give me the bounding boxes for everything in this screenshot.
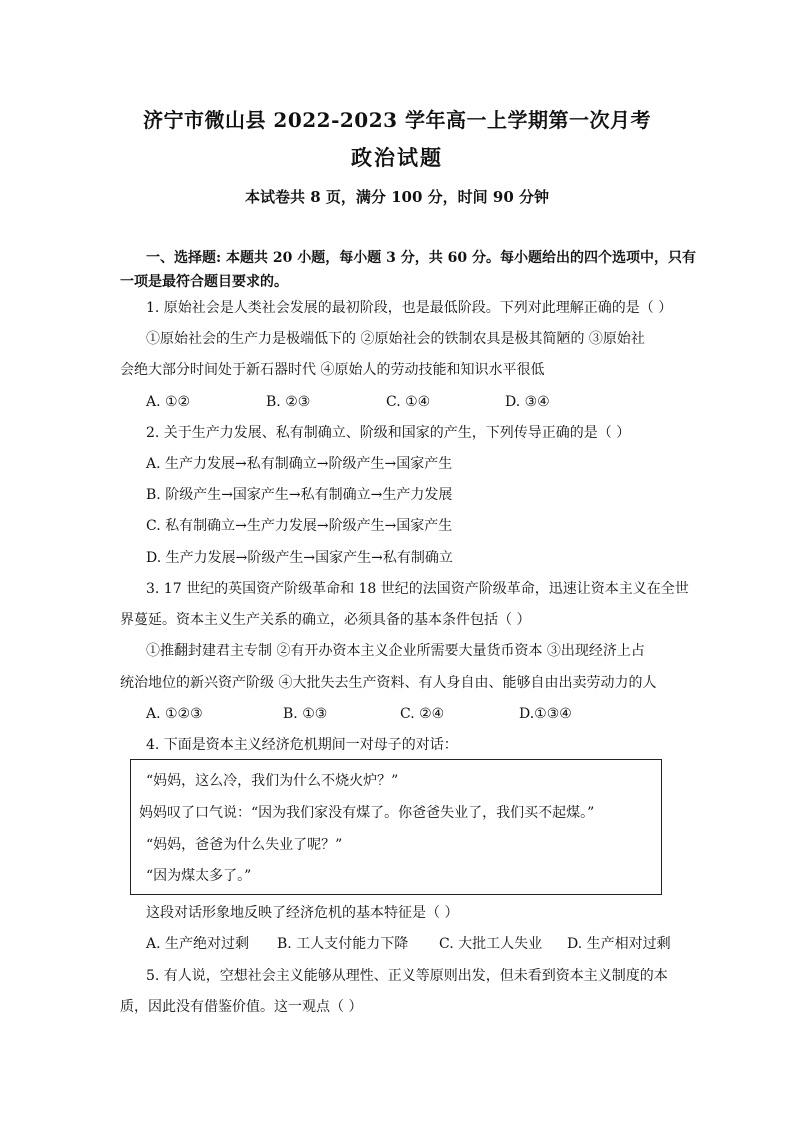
- exam-note: 本试卷共 8 页，满分 100 分，时间 90 分钟: [245, 188, 549, 206]
- section-heading-line2: 一项是最符合题目要求的。: [120, 274, 288, 290]
- q4-option-a[interactable]: A. 生产绝对过剩: [146, 936, 250, 952]
- q2-option-b[interactable]: B. 阶级产生→国家产生→私有制确立→生产力发展: [146, 487, 453, 503]
- q5-stem-line2: 质，因此没有借鉴价值。这一观点（ ）: [120, 999, 363, 1015]
- q3-option-c[interactable]: C. ②④: [400, 706, 445, 722]
- q3-option-d[interactable]: D.①③④: [519, 706, 572, 722]
- q1-option-d[interactable]: D. ③④: [505, 394, 550, 410]
- q3-stem-line2: 界蔓延。资本主义生产关系的确立，必须具备的基本条件包括（ ）: [120, 612, 531, 628]
- q2-option-c[interactable]: C. 私有制确立→生产力发展→阶级产生→国家产生: [146, 518, 453, 534]
- q4-dialog-line: 妈妈叹了口气说：“因为我们家没有煤了。你爸爸失业了，我们买不起煤。”: [139, 805, 595, 821]
- q3-stem-line1: 3. 17 世纪的英国资产阶级革命和 18 世纪的法国资产阶级革命，迅速让资本主义在全世: [146, 581, 689, 597]
- q4-question: 这段对话形象地反映了经济危机的基本特征是（ ）: [146, 905, 459, 921]
- q2-option-a[interactable]: A. 生产力发展→私有制确立→阶级产生→国家产生: [146, 456, 453, 472]
- q5-stem-line1: 5. 有人说，空想社会主义能够从理性、正义等原则出发，但未看到资本主义制度的本: [146, 968, 668, 984]
- q4-option-d[interactable]: D. 生产相对过剩: [567, 936, 671, 952]
- exam-title: 济宁市微山县 2022-2023 学年高一上学期第一次月考: [142, 108, 652, 132]
- q4-dialog-line: “因为煤太多了。”: [146, 868, 252, 884]
- q1-option-a[interactable]: A. ①②: [146, 394, 191, 410]
- q3-option-a[interactable]: A. ①②③: [146, 706, 203, 722]
- q4-stem: 4. 下面是资本主义经济危机期间一对母子的对话：: [146, 737, 458, 753]
- q4-dialog-line: “妈妈，爸爸为什么失业了呢？”: [146, 837, 343, 853]
- q2-stem: 2. 关于生产力发展、私有制确立、阶级和国家的产生，下列传导正确的是（ ）: [146, 425, 631, 441]
- q4-option-c[interactable]: C. 大批工人失业: [439, 936, 543, 952]
- q4-option-b[interactable]: B. 工人支付能力下降: [277, 936, 409, 952]
- q1-statements-line1: ①原始社会的生产力是极端低下的 ②原始社会的铁制农具是极其简陋的 ③原始社: [146, 331, 645, 347]
- q1-option-c[interactable]: C. ①④: [386, 394, 431, 410]
- q1-statements-line2: 会绝大部分时间处于新石器时代 ④原始人的劳动技能和知识水平很低: [120, 362, 545, 378]
- section-heading-line1: 一、选择题: 本题共 20 小题，每小题 3 分，共 60 分。每小题给出的四个选项中，只有: [146, 250, 696, 266]
- q4-dialog-line: “妈妈，这么冷，我们为什么不烧火炉？”: [146, 773, 399, 789]
- exam-subject: 政治试题: [351, 145, 443, 170]
- q3-statements-line2: 统治地位的新兴资产阶级 ④大批失去生产资料、有人身自由、能够自由出卖劳动力的人: [120, 675, 657, 691]
- q2-option-d[interactable]: D. 生产力发展→阶级产生→国家产生→私有制确立: [146, 550, 453, 566]
- q1-option-b[interactable]: B. ②③: [266, 394, 311, 410]
- q3-statements-line1: ①推翻封建君主专制 ②有开办资本主义企业所需要大量货币资本 ③出现经济上占: [146, 643, 645, 659]
- q1-stem: 1. 原始社会是人类社会发展的最初阶段，也是最低阶段。下列对此理解正确的是（ ）: [146, 300, 673, 316]
- q3-option-b[interactable]: B. ①③: [283, 706, 328, 722]
